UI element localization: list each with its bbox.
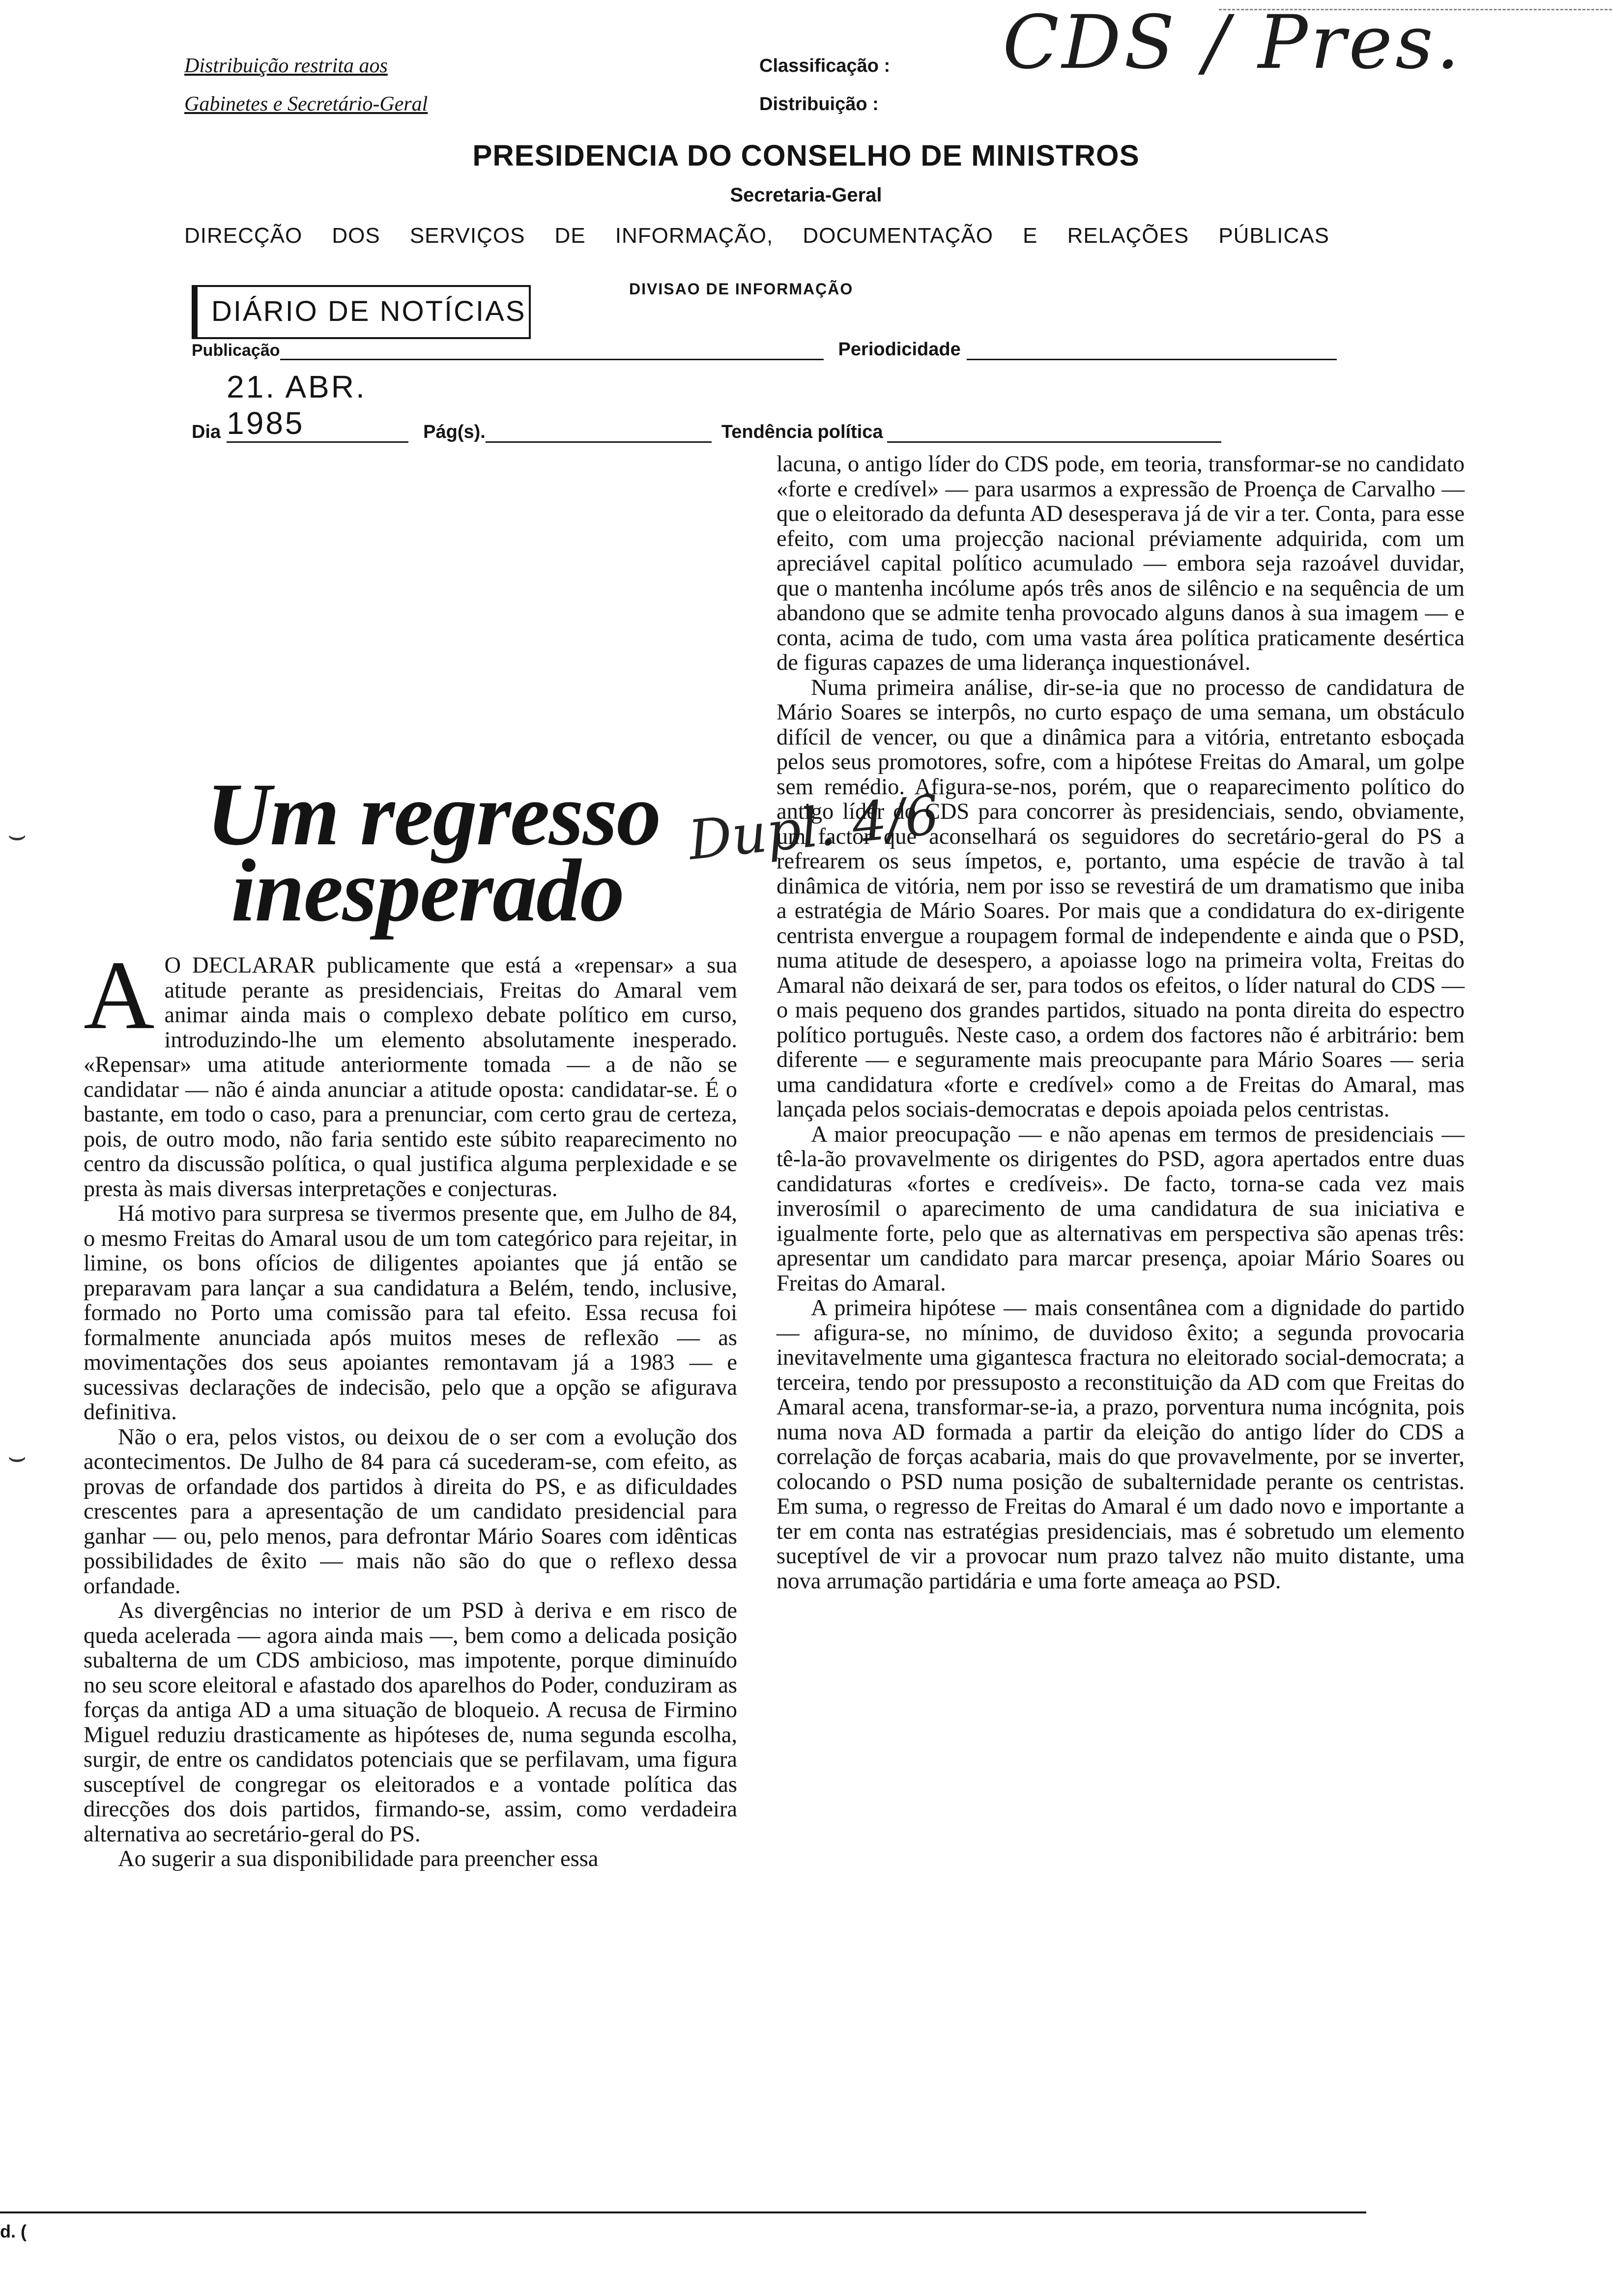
handwritten-note: CDS / Pres.	[1003, 0, 1463, 86]
article-paragraph: A primeira hipótese — mais consentânea com a dignidade do partido — afigura-se, no mínimo, de duvidoso êxito; a segunda provocaria inevitavelmente uma gigantesca fractura no eleitorado social-democrata; a terceira, tendo por pressuposto a reconstituição da AD com que Freitas do Amaral acena, transformar-se-ia, a prazo, porventura numa incógnita, pois numa nova AD formada a partir da eleição do antigo líder do CDS a correlação de forças acabaria, mais do que provavelmente, por se inverter, colocando o PSD numa posição de subalternidade perante os centristas. Em suma, o regresso de Freitas do Amaral é um dado novo e importante a ter em conta nas estratégias presidenciais, mas é sobretudo um elemento suceptível de vir a provocar num prazo talvez não muito distante, uma nova arrumação partidária e uma forte ameaça ao PSD.	[777, 1295, 1465, 1594]
publication-stamp: DIÁRIO DE NOTÍCIAS	[192, 285, 531, 339]
handwritten-headline-note: Dupl. 4/6	[685, 783, 942, 872]
department-word: INFORMAÇÃO,	[615, 224, 774, 248]
division-label: DIVISAO DE INFORMAÇÃO	[629, 280, 854, 298]
publication-row	[192, 339, 1337, 360]
margin-mark: ⌣	[7, 819, 27, 851]
department-word: RELAÇÕES	[1067, 224, 1189, 248]
bottom-rule	[0, 2211, 1366, 2213]
dia-label: Dia	[192, 422, 221, 442]
publicacao-label: Publicação	[192, 341, 280, 360]
date-value: 21. ABR. 1985	[227, 369, 408, 443]
distribuicao-label: Distribuição :	[759, 94, 879, 115]
periodicidade-label: Periodicidade	[838, 339, 961, 360]
article-paragraph: As divergências no interior de um PSD à deriva e em risco de queda acelerada — agora ainda mais —, bem como a delicada posição subalterna de um CDS ambicioso, mas impotente, porque diminuído no seu score eleitoral e afastado dos aparelhos do Poder, conduziram as forças da antiga AD a uma situação de bloqueio. A recusa de Firmino Miguel reduziu drasticamente as hipóteses de, numa segunda escolha, surgir, de entre os candidatos potenciais que se perfilavam, uma figura susceptível de congregar os eleitorados e a vontade política das direcções dos dois partidos, firmando-se, assim, como verdadeira alternativa ao secretário-geral do PS.	[84, 1598, 737, 1847]
article-paragraph: A maior preocupação — e não apenas em termos de presidenciais — tê-la-ão provavelmente os dirigentes do PSD, agora apertados entre duas candidaturas «fortes e credíveis». De facto, torna-se cada vez mais inverosímil o aparecimento de uma candidatura de sua iniciativa e igualmente forte, pelo que as alternativas em perspectiva são apenas três: apresentar um candidato para marcar presença, apoiar Mário Soares ou Freitas do Amaral.	[777, 1121, 1465, 1296]
tendencia-label: Tendência política	[721, 422, 883, 442]
publicacao-field	[280, 359, 824, 360]
department-word: DE	[554, 224, 586, 248]
department-word: DOCUMENTAÇÃO	[803, 224, 993, 248]
article-paragraph-text: O DECLARAR publicamente que está a «repensar» a sua atitude perante as presidenciais, Freitas do Amaral vem animar ainda mais o complexo debate político em curso, introduzindo-lhe um elemento absolutamente inesperado. «Repensar» uma atitude anteriormente tomada — a de não se candidatar — não é ainda anunciar a atitude oposta: candidatar-se. É o bastante, em todo o caso, para a prenunciar, com certo grau de certeza, pois, de outro modo, não faria sentido este súbito reaparecimento no centro da discussão política, o qual justifica alguma perplexidade e se presta às mais diversas interpretações e conjecturas.	[84, 953, 737, 1202]
article-paragraph: Não o era, pelos vistos, ou deixou de o ser com a evolução dos acontecimentos. De Julho de 84 para cá sucederam-se, com efeito, as provas de orfandade dos partidos à direita do PS, e as dificuldades crescentes para a apresentação de um candidato presidencial para ganhar — ou, pelo menos, para defrontar Mário Soares com idênticas possibilidades de êxito — mais não são do que o reflexo dessa orfandade.	[84, 1424, 737, 1599]
classificacao-label: Classificação :	[759, 56, 891, 76]
tendencia-field	[887, 441, 1221, 443]
article-paragraph: lacuna, o antigo líder do CDS pode, em teoria, transformar-se no candidato «forte e credível» — para usarmos a expressão de Proença de Carvalho — que o eleitorado da defunta AD desesperava já de vir a ter. Conta, para esse efeito, com uma projecção nacional préviamente adquirida, com um apreciável capital político acumulado — embora seja razoável duvidar, que o mantenha incólume após três anos de silêncio e na sequência de um abandono que se admite tenha provocado alguns danos à sua imagem — e conta, acima de tudo, com uma vasta área política praticamente desértica de figuras capazes de uma liderança inquestionável.	[777, 452, 1465, 675]
corner-mark: d. (	[0, 2221, 27, 2241]
department-word: PÚBLICAS	[1218, 224, 1329, 248]
restriction-line-1: Distribuição restrita aos	[184, 55, 388, 77]
headline-line-1: Um regresso	[206, 765, 661, 864]
restriction-note	[184, 47, 428, 123]
department-word: DIRECÇÃO	[184, 224, 303, 248]
department-word: SERVIÇOS	[409, 224, 525, 248]
article-right-column	[777, 452, 1465, 1594]
department-word: E	[1023, 224, 1038, 248]
article-paragraph: Ao sugerir a sua disponibilidade para preencher essa	[118, 1846, 599, 1871]
article-paragraph: Há motivo para surpresa se tivermos presente que, em Julho de 84, o mesmo Freitas do Amaral usou de um tom categórico para rejeitar, in limine, os bons ofícios de diligentes apoiantes que já então se preparavam para lançar a sua candidatura a Belém, tendo, inclusive, formado no Porto uma comissão para tal efeito. Essa recusa foi formalmente anunciada após muitos meses de reflexão — as movimentações dos seus apoiantes remontavam já a 1983 — e sucessivas declarações de indecisão, pelo que a opção se afigurava definitiva.	[84, 1201, 737, 1425]
margin-mark: ⌣	[7, 1440, 27, 1473]
department-line	[184, 224, 1329, 248]
article-headline	[206, 765, 661, 940]
institution-title: PRESIDENCIA DO CONSELHO DE MINISTROS	[472, 139, 1140, 172]
article-left-column	[84, 941, 737, 1872]
classification-block	[759, 47, 890, 123]
department-word: DOS	[332, 224, 380, 248]
drop-cap: A	[84, 941, 155, 1050]
pags-field	[486, 441, 712, 443]
institution-subtitle: Secretaria-Geral	[730, 184, 882, 206]
date-row	[192, 369, 1337, 443]
restriction-line-2: Gabinetes e Secretário-Geral	[184, 93, 428, 115]
pags-label: Pág(s).	[423, 422, 486, 442]
article-paragraph: Numa primeira análise, dir-se-ia que no processo de candidatura de Mário Soares se interpôs, no curto espaço de uma semana, um obstáculo difícil de vencer, ou que a dinâmica para a vitória, entretanto esboçada pelos seus promotores, sofre, com a hipótese Freitas do Amaral, um golpe sem remédio. Afigura-se-nos, porém, que o reaparecimento político do antigo líder do CDS para concorrer às presidenciais, sendo, obviamente, um factor que aconselhará os seguidores do secretário-geral do PS a refrearem os seus ímpetos, e, portanto, uma espécie de travão à tal dinâmica de vitória, nem por isso se revestirá de um dramatismo que iniba a estratégia de Mário Soares. Por mais que a condidatura do ex-dirigente centrista envergue a roupagem formal de independente e ainda que o PSD, numa atitude de desespero, a apoiasse logo na primeira volta, Freitas do Amaral não deixará de ser, para todos os efeitos, o líder natural do CDS — o mais pequeno dos grandes partidos, situado na ponta direita do espectro político português. Neste caso, a ordem dos factores não é arbitrário: bem diferente — e seguramente mais preocupante para Mário Soares — seria uma candidatura «forte e credível» como a de Freitas do Amaral, mas lançada pelos sociais-democratas e depois apoiada pelos centristas.	[777, 675, 1465, 1122]
headline-line-2: inesperado	[231, 841, 624, 940]
periodicidade-field	[967, 359, 1337, 360]
article-paragraph	[84, 941, 737, 1202]
